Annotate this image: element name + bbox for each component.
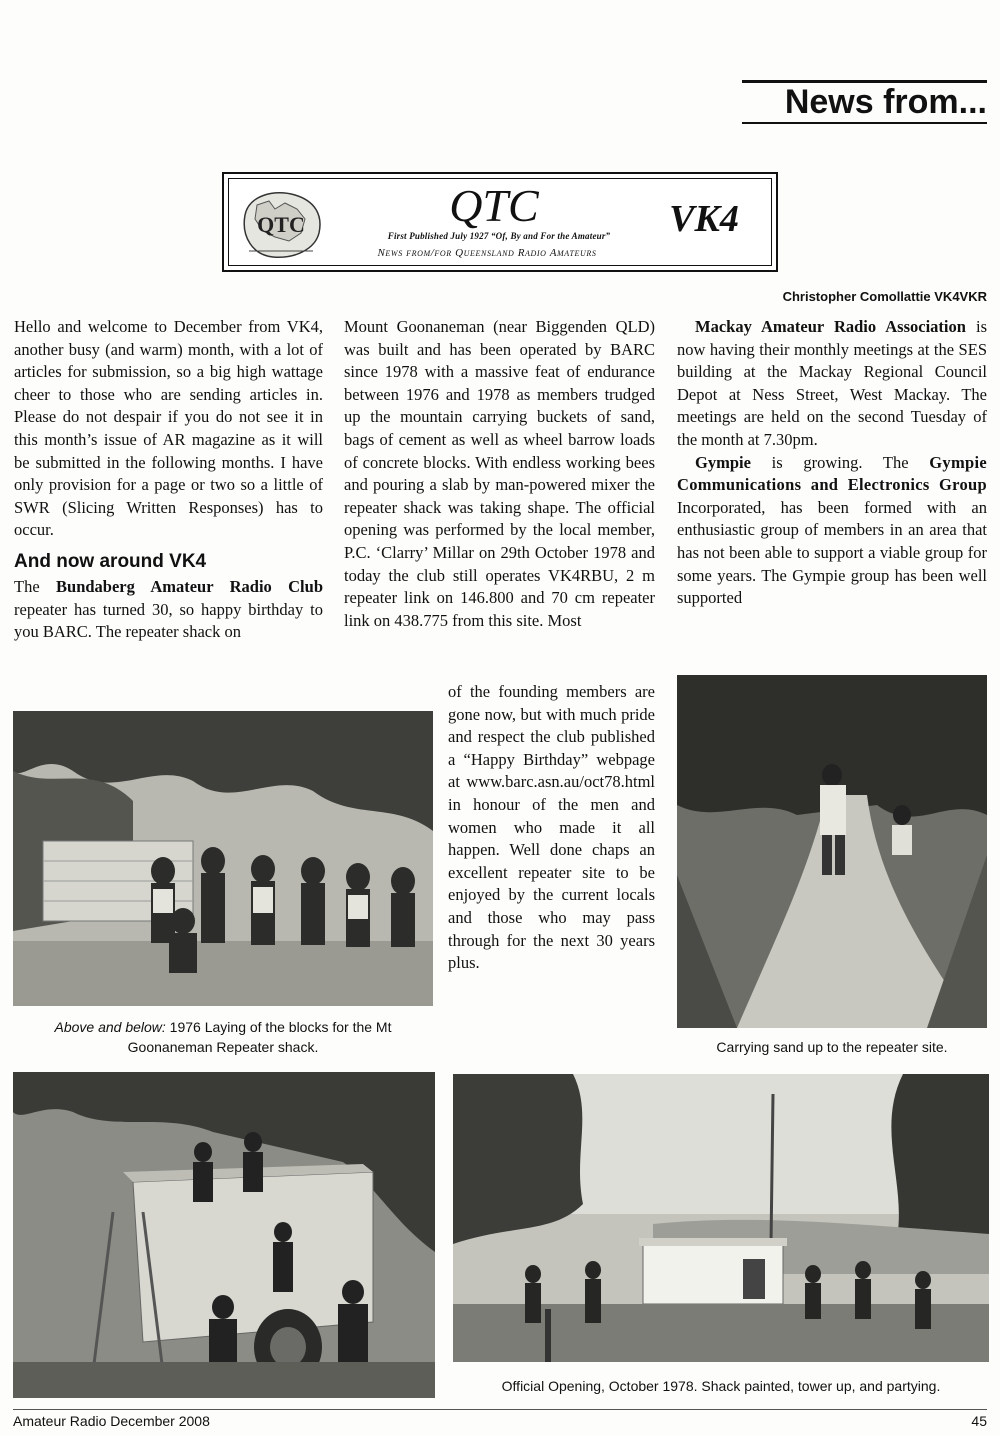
- text-run: Incorporated, has been formed with an enthusiastic group of members in an area that has not been able to support a viable group for some years. The Gympie group has been well supported: [677, 497, 987, 608]
- text-run: is growing. The: [750, 452, 930, 472]
- town-name: Gympie: [695, 452, 751, 472]
- qtc-logo: [235, 185, 327, 263]
- text-run: is now having their monthly meetings at the SES building at the Mackay Regional Council Depot at Ness Street, West Mackay. The meetings are held on the second Tuesday of the month at 7.30pm.: [677, 317, 987, 449]
- bundaberg-paragraph: [14, 576, 323, 644]
- goonaneman-paragraph-continued: of the founding members are gone now, but with much pride and respect the club published a “Happy Birthday” webpage at www.barc.asn.au/oct78.html in honour of the men and women who made it all happen. Well done chaps an excellent repeater site to be enjoyed by the current locals and those who may pass through for the next 30 years plus.: [448, 682, 655, 973]
- caption-carrying-sand: Carrying sand up to the repeater site.: [716, 1039, 948, 1055]
- article-column-3: [677, 316, 987, 610]
- article-column-1: [14, 316, 323, 644]
- article-column-2: [344, 316, 655, 632]
- club-name: Mackay Amateur Radio Association: [695, 317, 966, 336]
- qtc-banner: [222, 172, 778, 272]
- photo-official-opening: [453, 1074, 989, 1362]
- intro-paragraph: Hello and welcome to December from VK4, another busy (and warm) month, with a lot of articles for submission, so a big high wattage cheer to those who are sending articles in. Please do not despair if you do not see it in this month’s issue of AR magazine as it will be submitted in the following months. I have only provision for a page or two so a little of SWR (Slicing Written Responses) has to occur.: [14, 317, 323, 540]
- header-rule-bottom: [742, 122, 987, 124]
- photo-carrying-sand: [677, 675, 987, 1028]
- author-byline: Christopher Comollattie VK4VKR: [782, 289, 987, 304]
- banner-published: First Published July 1927 “Of, By and For the Amateur”: [387, 231, 611, 241]
- caption-lead: Above and below:: [54, 1019, 166, 1035]
- group-name: Gympie Communications and Electronics Group: [677, 452, 987, 495]
- footer-publication: Amateur Radio December 2008: [13, 1413, 210, 1429]
- goonaneman-paragraph: Mount Goonaneman (near Biggenden QLD) was built and has been operated by BARC since 1978 with a massive feat of endurance between 1976 and 1978 as members trudged up the mountain carrying buckets of sand, bags of cement as well as wheel barrow loads of concrete blocks. With endless working bees and pouring a slab by man-powered mixer the repeater shack was taking shape. The official opening was performed by the local member, P.C. ‘Clarry’ Millar on 29th October 1978 and today the club still operates VK4RBU, 2 m repeater link on 146.800 and 70 cm repeater link on 438.775 from this site. Most: [344, 317, 655, 630]
- page-number: 45: [971, 1413, 987, 1429]
- article-column-2-continued: [448, 681, 655, 975]
- svg-text:QTC: QTC: [257, 212, 305, 237]
- club-name: Bundaberg Amateur Radio Club: [56, 576, 323, 596]
- text-run: The: [14, 576, 57, 596]
- photo-laying-blocks: [13, 711, 433, 1006]
- gympie-paragraph: [677, 452, 987, 610]
- mackay-paragraph: [677, 316, 987, 452]
- footer-rule: [13, 1409, 987, 1410]
- caption-official-opening: Official Opening, October 1978. Shack painted, tower up, and partying.: [501, 1378, 941, 1394]
- section-title: News from...: [784, 83, 987, 121]
- banner-subtitle: News from/for Queensland Radio Amateurs: [377, 247, 597, 259]
- banner-title: QTC: [449, 180, 539, 231]
- photo-shack-construction: [13, 1072, 435, 1398]
- text-run: repeater has turned 30, so happy birthday to you BARC. The repeater shack on: [14, 599, 323, 642]
- text-run: 1976 Laying of the blocks for the Mt Goonaneman Repeater shack.: [127, 1019, 392, 1055]
- section-heading: And now around VK4: [14, 550, 207, 572]
- banner-region: VK4: [669, 198, 739, 240]
- caption-laying-blocks: [13, 1017, 433, 1057]
